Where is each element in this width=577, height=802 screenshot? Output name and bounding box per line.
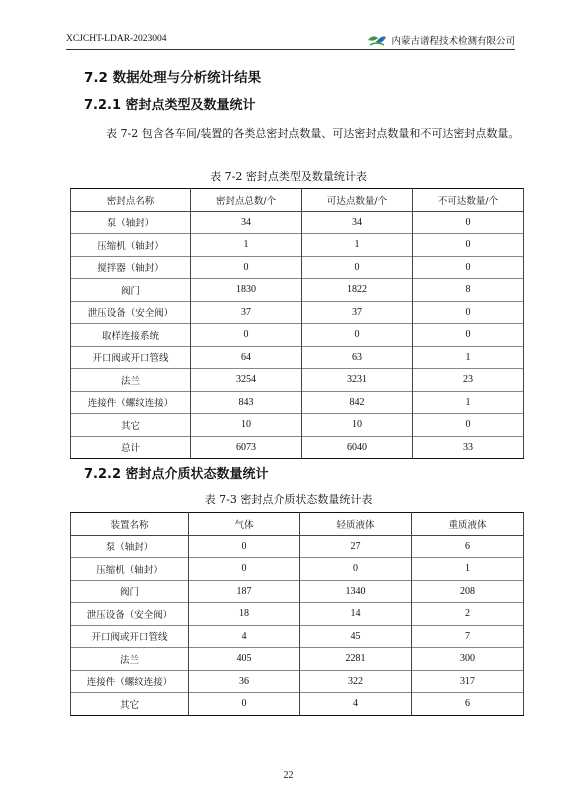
- value-cell: 33: [413, 436, 524, 459]
- value-cell: 36: [189, 670, 300, 693]
- value-cell: 6: [412, 693, 524, 716]
- value-cell: 37: [191, 301, 302, 324]
- value-cell: 1830: [191, 279, 302, 302]
- row-label-cell: 泵（轴封）: [71, 211, 191, 234]
- value-cell: 1: [413, 346, 524, 369]
- value-cell: 405: [189, 648, 300, 671]
- value-cell: 1: [412, 558, 524, 581]
- value-cell: 8: [413, 279, 524, 302]
- table-row: [71, 693, 524, 716]
- value-cell: 63: [302, 346, 413, 369]
- row-label-cell: 压缩机（轴封）: [71, 234, 191, 257]
- value-cell: 2281: [300, 648, 412, 671]
- value-cell: 0: [302, 324, 413, 347]
- table-row: [71, 369, 524, 392]
- value-cell: 27: [300, 535, 412, 558]
- table-row: [71, 346, 524, 369]
- value-cell: 0: [189, 558, 300, 581]
- seal-point-type-table: [70, 188, 524, 459]
- table-row: [71, 414, 524, 437]
- row-label-cell: 泵（轴封）: [71, 535, 189, 558]
- value-cell: 0: [191, 324, 302, 347]
- table-7-3-caption: 表 7-3 密封点介质状态数量统计表: [204, 493, 373, 506]
- table-row: [71, 648, 524, 671]
- row-label-cell: 连接件（螺纹连接）: [71, 670, 189, 693]
- column-header: 可达点数量/个: [302, 189, 413, 212]
- value-cell: 0: [300, 558, 412, 581]
- row-label-cell: 开口阀或开口管线: [71, 346, 191, 369]
- table-header-row: [71, 189, 524, 212]
- value-cell: 0: [191, 256, 302, 279]
- column-header: 密封点总数/个: [191, 189, 302, 212]
- table-header-row: [71, 513, 524, 536]
- value-cell: 6040: [302, 436, 413, 459]
- value-cell: 4: [189, 625, 300, 648]
- value-cell: 0: [413, 256, 524, 279]
- value-cell: 0: [189, 693, 300, 716]
- column-header: 装置名称: [71, 513, 189, 536]
- column-header: 轻质液体: [300, 513, 412, 536]
- row-label-cell: 泄压设备（安全阀）: [71, 603, 189, 626]
- table-body: [71, 535, 524, 715]
- value-cell: 208: [412, 580, 524, 603]
- column-header: 重质液体: [412, 513, 524, 536]
- table-body: [71, 211, 524, 459]
- row-label-cell: 其它: [71, 693, 189, 716]
- value-cell: 34: [191, 211, 302, 234]
- row-label-cell: 阀门: [71, 279, 191, 302]
- value-cell: 0: [413, 211, 524, 234]
- page-number: 22: [283, 770, 294, 781]
- row-label-cell: 法兰: [71, 648, 189, 671]
- table-row: [71, 603, 524, 626]
- value-cell: 64: [191, 346, 302, 369]
- value-cell: 23: [413, 369, 524, 392]
- value-cell: 0: [413, 414, 524, 437]
- row-label-cell: 泄压设备（安全阀）: [71, 301, 191, 324]
- value-cell: 0: [413, 301, 524, 324]
- value-cell: 2: [412, 603, 524, 626]
- column-header: 密封点名称: [71, 189, 191, 212]
- value-cell: 0: [189, 535, 300, 558]
- column-header: 不可达数量/个: [413, 189, 524, 212]
- table-row: [71, 391, 524, 414]
- row-label-cell: 阀门: [71, 580, 189, 603]
- value-cell: 37: [302, 301, 413, 324]
- value-cell: 3231: [302, 369, 413, 392]
- section-heading-7-2: 7.2 数据处理与分析统计结果: [84, 70, 262, 86]
- value-cell: 300: [412, 648, 524, 671]
- value-cell: 1340: [300, 580, 412, 603]
- row-label-cell: 其它: [71, 414, 191, 437]
- value-cell: 10: [302, 414, 413, 437]
- row-label-cell: 连接件（螺纹连接）: [71, 391, 191, 414]
- value-cell: 843: [191, 391, 302, 414]
- table-row: [71, 256, 524, 279]
- row-label-cell: 法兰: [71, 369, 191, 392]
- body-paragraph: 表 7-2 包含各车间/装置的各类总密封点数量、可达密封点数量和不可达密封点数量。: [106, 127, 520, 140]
- value-cell: 18: [189, 603, 300, 626]
- header-company: [367, 33, 515, 47]
- value-cell: 34: [302, 211, 413, 234]
- value-cell: 317: [412, 670, 524, 693]
- value-cell: 1: [191, 234, 302, 257]
- section-heading-7-2-1: 7.2.1 密封点类型及数量统计: [84, 98, 256, 113]
- value-cell: 14: [300, 603, 412, 626]
- table-row: [71, 211, 524, 234]
- value-cell: 187: [189, 580, 300, 603]
- value-cell: 4: [300, 693, 412, 716]
- medium-state-table: [70, 512, 524, 716]
- value-cell: 1: [413, 391, 524, 414]
- table-7-2-caption: 表 7-2 密封点类型及数量统计表: [210, 170, 367, 183]
- value-cell: 0: [302, 256, 413, 279]
- header-doc-id: XCJCHT-LDAR-2023004: [66, 34, 167, 44]
- table-row: [71, 301, 524, 324]
- value-cell: 6073: [191, 436, 302, 459]
- value-cell: 0: [413, 234, 524, 257]
- table-row: [71, 558, 524, 581]
- row-label-cell: 取样连接系统: [71, 324, 191, 347]
- header-company-name: 内蒙古谱程技术检测有限公司: [391, 36, 515, 47]
- table-row: [71, 234, 524, 257]
- value-cell: 45: [300, 625, 412, 648]
- header-divider: [66, 49, 515, 50]
- row-label-cell: 开口阀或开口管线: [71, 625, 189, 648]
- table-row: [71, 580, 524, 603]
- section-heading-7-2-2: 7.2.2 密封点介质状态数量统计: [84, 467, 269, 482]
- table-row: [71, 625, 524, 648]
- value-cell: 3254: [191, 369, 302, 392]
- value-cell: 6: [412, 535, 524, 558]
- table-row: [71, 535, 524, 558]
- table-row: [71, 436, 524, 459]
- value-cell: 0: [413, 324, 524, 347]
- value-cell: 1: [302, 234, 413, 257]
- table-row: [71, 670, 524, 693]
- row-label-cell: 压缩机（轴封）: [71, 558, 189, 581]
- row-label-cell: 总计: [71, 436, 191, 459]
- value-cell: 322: [300, 670, 412, 693]
- table-row: [71, 279, 524, 302]
- company-logo-icon: [367, 33, 387, 47]
- value-cell: 1822: [302, 279, 413, 302]
- column-header: 气体: [189, 513, 300, 536]
- value-cell: 842: [302, 391, 413, 414]
- value-cell: 7: [412, 625, 524, 648]
- table-row: [71, 324, 524, 347]
- row-label-cell: 搅拌器（轴封）: [71, 256, 191, 279]
- value-cell: 10: [191, 414, 302, 437]
